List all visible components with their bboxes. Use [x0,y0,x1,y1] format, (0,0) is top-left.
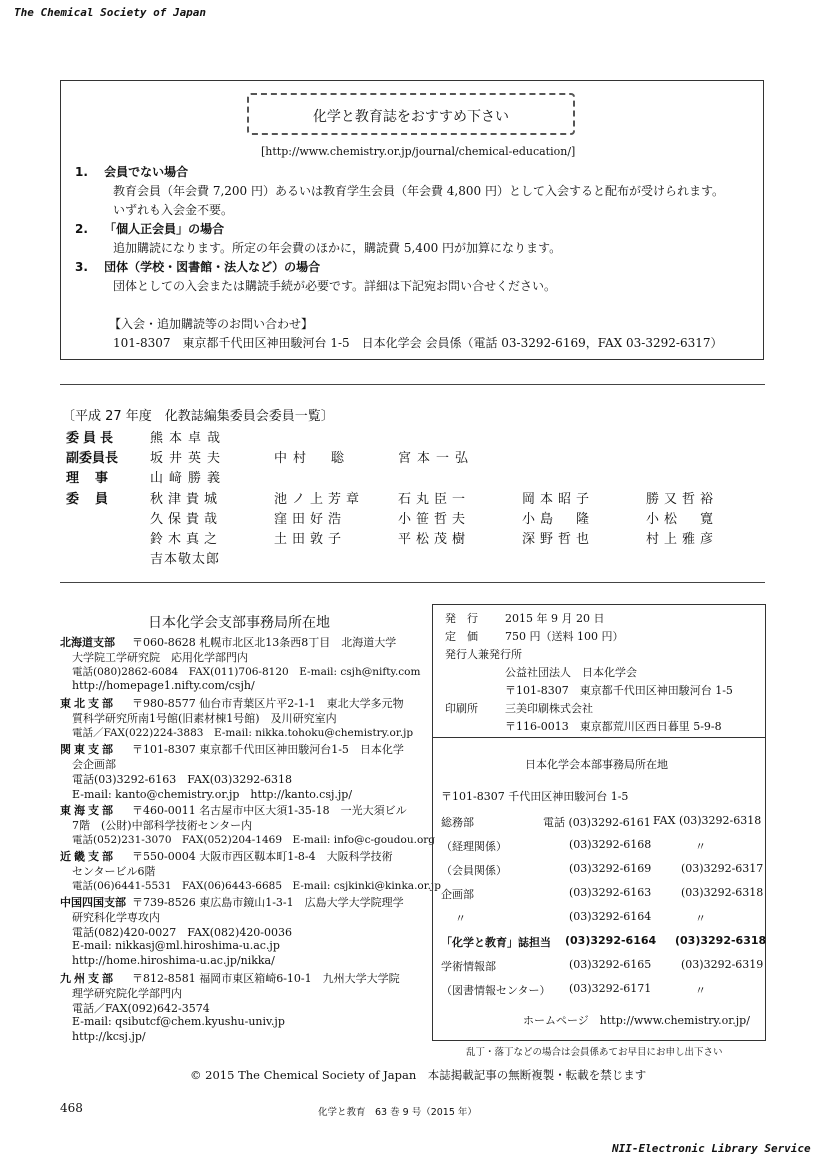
price-label: 定 価 [445,630,478,643]
contact-line: 101-8307 東京都千代田区神田駿河台 1-5 日本化学会 会員係（電話 03-3292-6169，FAX 03-3292-6317） [113,336,723,350]
hq-dept: （会員関係） [441,864,507,877]
branch-text: 〒739-8526 東広島市鏡山1-3-1 広島大学大学院理学 [132,896,404,909]
hq-fax: (03)3292-6318 [675,934,767,947]
printer-address: 〒116-0013 東京都荒川区西日暮里 5-9-8 [505,720,722,733]
item-2 [75,220,224,237]
item-3 [75,258,320,275]
copyright: © 2015 The Chemical Society of Japan 本誌掲載記事の無断複製・転載を禁じます [190,1068,647,1082]
recommend-box [60,80,764,360]
printer-name: 三美印刷株式会社 [505,702,593,715]
member-name: 岡本昭子 [522,492,595,507]
committee-title: 〔平成 27 年度 化教誌編集委員会委員一覧〕 [62,409,334,424]
branch-text: 電話(080)2862-6084 FAX(011)706-8120 E-mail: csjh@nifty.com [72,666,421,678]
branch-label: 東北支部 [60,697,116,710]
member-name: 鈴木真之 [150,532,223,547]
branch-text: 質科学研究所南1号館(旧素材棟1号館) 及川研究室内 [72,712,337,725]
branch-text: 7階 (公財)中部科学技術センター内 [72,819,253,832]
price-value: 750 円（送料 100 円） [505,630,624,643]
branch-text: 大学院工学研究院 応用化学部門内 [72,651,248,664]
branch-label: 東海支部 [60,804,116,817]
member-name: 吉本敬太郎 [150,552,221,567]
member-name: 土田敦子 [274,532,347,547]
director-role: 理事 [66,471,125,486]
member-name: 村上雅彦 [646,532,719,547]
branch-text: 研究科化学専攻内 [72,911,160,924]
branch-text: E-mail: kanto@chemistry.or.jp http://kanto.csj.jp/ [72,788,353,801]
branch-text: 〒101-8307 東京都千代田区神田駿河台1-5 日本化学 [132,743,404,756]
member-name: 久保貴哉 [150,512,223,527]
branch-text: 〒460-0011 名古屋市中区大須1-35-18 一光大須ビル [132,804,407,817]
vice-name: 中村 聡 [274,451,351,466]
branch-text: センタービル6階 [72,865,156,878]
hq-homepage[interactable]: ホームページ http://www.chemistry.or.jp/ [523,1014,750,1027]
hq-fax: (03)3292-6318 [681,886,764,899]
hq-dept: 総務部 [441,816,474,829]
item-1 [75,163,188,180]
chair-role: 委員長 [66,431,118,446]
branch-text: 電話／FAX(022)224-3883 E-mail: nikka.tohoku@chemistry.or.jp [72,727,414,739]
hq-tel: (03)3292-6164 [565,934,657,947]
header-label: The Chemical Society of Japan [14,6,207,19]
branch-label: 九州支部 [60,972,116,985]
item-text: 団体としての入会または購読手続が必要です。詳細は下記宛お問い合せください。 [113,279,557,293]
item-heading: 会員でない場合 [104,165,189,179]
item-heading: 「個人正会員」の場合 [104,222,225,236]
issue-label: 発 行 [445,612,478,625]
hq-dept: 学術情報部 [441,960,496,973]
branch-text: 電話／FAX(092)642-3574 [72,1002,210,1015]
member-name: 小島 隆 [522,512,595,527]
hq-tel: (03)3292-6168 [569,838,652,851]
journal-reference: 化学と教育 63 巻 9 号（2015 年） [318,1107,477,1118]
branch-text: 〒980-8577 仙台市青葉区片平2-1-1 東北大学多元物 [132,697,404,710]
member-role: 委員 [66,492,125,507]
hq-tel: (03)3292-6171 [569,982,652,995]
recommend-title: 化学と教育誌をおすすめ下さい [312,109,510,125]
branch-url[interactable]: http://home.hiroshima-u.ac.jp/nikka/ [72,954,275,967]
hq-fax: FAX (03)3292-6318 [653,814,762,827]
branch-url[interactable]: http://homepage1.nifty.com/csjh/ [72,679,255,692]
footer-label: NII-Electronic Library Service [612,1142,811,1155]
notice: 乱丁・落丁などの場合は会員係あてお早目にお申し出下さい [466,1047,723,1058]
publisher-address: 〒101-8307 東京都千代田区神田駿河台 1-5 [505,684,733,697]
member-name: 平松茂樹 [398,532,471,547]
item-text: 追加購読になります。所定の年会費のほかに，購読費 5,400 円が加算になります。 [113,241,562,255]
hq-dept: 〃 [455,912,466,925]
printer-label: 印刷所 [445,702,478,715]
hq-tel: (03)3292-6164 [569,910,652,923]
hq-dept: （経理関係） [441,840,507,853]
branch-text: 電話(052)231-3070 FAX(052)204-1469 E-mail: info@c-goudou.org [72,834,436,846]
member-name: 小松 寛 [646,512,719,527]
hq-fax: 〃 [695,840,706,853]
branch-label: 関東支部 [60,743,116,756]
item-number: 2. [75,222,88,236]
member-name: 深野哲也 [522,532,595,547]
divider [60,384,765,385]
contact-heading: 【入会・追加購読等のお問い合わせ】 [109,317,314,331]
member-name: 勝又哲裕 [646,492,719,507]
hq-title: 日本化学会本部事務局所在地 [525,758,668,771]
hq-dept: （図書情報センター） [441,984,551,997]
item-number: 1. [75,165,88,179]
chair-name: 熊本卓哉 [150,431,227,446]
item-text: いずれも入会金不要。 [113,203,234,217]
publisher-org: 公益社団法人 日本化学会 [505,666,637,679]
hq-fax: (03)3292-6317 [681,862,764,875]
vice-name: 坂井英夫 [150,451,227,466]
branch-label: 中国四国支部 [60,896,126,909]
item-heading: 団体（学校・図書館・法人など）の場合 [104,260,321,274]
branches-title: 日本化学会支部事務局所在地 [148,615,330,631]
branch-text: 電話(03)3292-6163 FAX(03)3292-6318 [72,773,293,786]
member-name: 窪田好浩 [274,512,347,527]
member-name: 石丸臣一 [398,492,471,507]
issue-value: 2015 年 9 月 20 日 [505,612,605,625]
recommend-title-frame [247,93,575,135]
vice-role: 副委員長 [66,451,119,466]
item-text: 教育会員（年会費 7,200 円）あるいは教育学生会員（年会費 4,800 円）として入会すると配布が受けられます。 [113,184,725,198]
branch-url[interactable]: http://kcsj.jp/ [72,1030,146,1043]
hq-dept: 「化学と教育」誌担当 [441,936,551,949]
hq-tel: (03)3292-6169 [569,862,652,875]
branch-text: 〒812-8581 福岡市東区箱崎6-10-1 九州大学大学院 [132,972,400,985]
member-name: 小笹哲夫 [398,512,471,527]
publication-box [432,604,766,738]
hq-fax: (03)3292-6319 [681,958,764,971]
hq-tel: 電話 (03)3292-6161 [543,816,651,829]
divider [60,582,765,583]
branch-text: E-mail: nikkasj@ml.hiroshima-u.ac.jp [72,939,280,952]
vice-name: 宮本一弘 [398,451,475,466]
hq-tel: (03)3292-6165 [569,958,652,971]
hq-dept: 企画部 [441,888,474,901]
branch-label: 近畿支部 [60,850,116,863]
branch-label: 北海道支部 [60,636,115,649]
director-name: 山﨑勝義 [150,471,227,486]
branch-text: 電話(06)6441-5531 FAX(06)6443-6685 E-mail: csjkinki@kinka.or.jp [72,880,441,892]
branch-text: 会企画部 [72,758,116,771]
hq-fax: 〃 [695,912,706,925]
hq-tel: (03)3292-6163 [569,886,652,899]
member-name: 秋津貴城 [150,492,223,507]
branch-text: 〒060-8628 札幌市北区北13条西8丁目 北海道大学 [132,636,397,649]
branch-text: 理学研究院化学部門内 [72,987,182,1000]
recommend-url[interactable]: [http://www.chemistry.or.jp/journal/chemical-education/] [261,145,576,158]
hq-address: 〒101-8307 千代田区神田駿河台 1-5 [441,790,629,803]
branch-text: 電話(082)420-0027 FAX(082)420-0036 [72,926,293,939]
member-name: 池ノ上芳章 [274,492,365,507]
branch-text: E-mail: qsibutcf@chem.kyushu-univ.jp [72,1015,285,1028]
publisher-label: 発行人兼発行所 [445,648,522,661]
hq-fax: 〃 [695,984,706,997]
item-number: 3. [75,260,88,274]
page-number: 468 [60,1101,83,1115]
hq-box [432,736,766,1041]
branch-text: 〒550-0004 大阪市西区靱本町1-8-4 大阪科学技術 [132,850,393,863]
